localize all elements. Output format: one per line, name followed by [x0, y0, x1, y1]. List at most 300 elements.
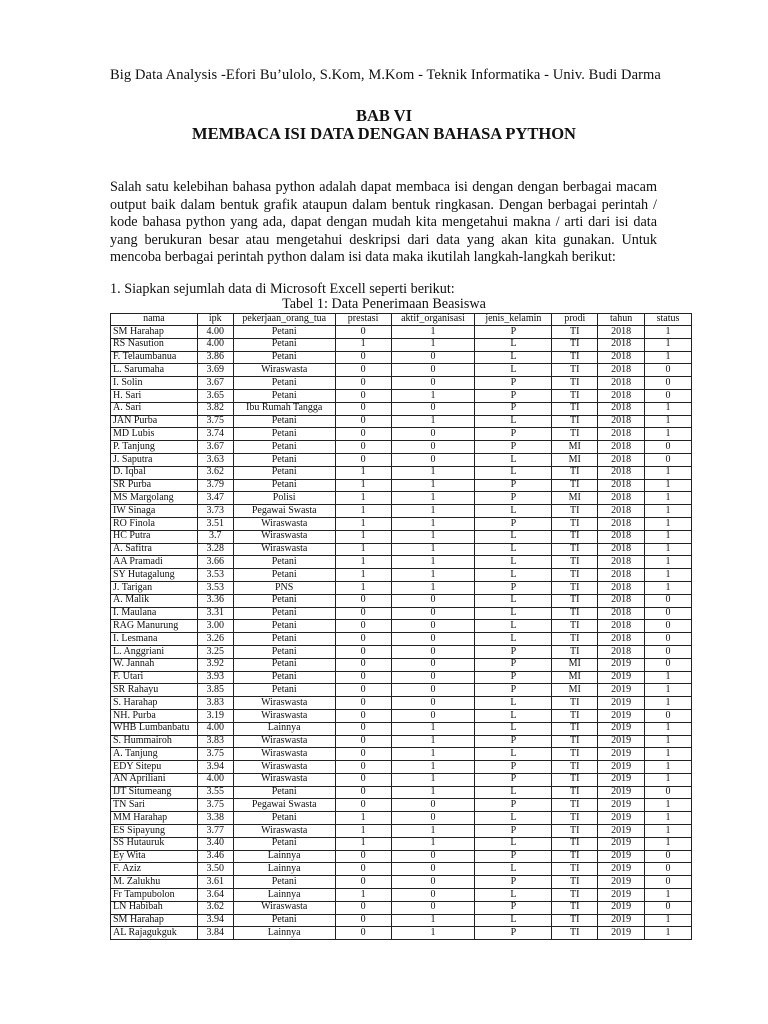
cell-prestasi: 1	[335, 338, 391, 351]
cell-ipk: 3.86	[197, 351, 233, 364]
table-row	[111, 581, 692, 594]
cell-ipk: 4.00	[197, 722, 233, 735]
cell-ipk: 3.62	[197, 466, 233, 479]
cell-pekerjaan-orang-tua: Petani	[233, 415, 335, 428]
cell-jenis-kelamin: P	[475, 773, 552, 786]
cell-tahun: 2018	[598, 581, 645, 594]
cell-tahun: 2018	[598, 505, 645, 518]
cell-nama: MS Margolang	[111, 492, 198, 505]
table-row	[111, 389, 692, 402]
cell-nama: F. Aziz	[111, 863, 198, 876]
cell-prodi: TI	[552, 620, 598, 633]
cell-aktif-organisasi: 1	[391, 556, 475, 569]
cell-ipk: 3.83	[197, 735, 233, 748]
cell-prodi: TI	[552, 812, 598, 825]
cell-pekerjaan-orang-tua: Petani	[233, 607, 335, 620]
cell-aktif-organisasi: 0	[391, 658, 475, 671]
cell-status: 0	[645, 453, 692, 466]
cell-status: 0	[645, 620, 692, 633]
cell-prodi: TI	[552, 569, 598, 582]
cell-aktif-organisasi: 0	[391, 863, 475, 876]
cell-prestasi: 0	[335, 607, 391, 620]
cell-tahun: 2019	[598, 799, 645, 812]
cell-tahun: 2019	[598, 684, 645, 697]
cell-prodi: TI	[552, 799, 598, 812]
cell-tahun: 2019	[598, 697, 645, 710]
cell-status: 1	[645, 889, 692, 902]
cell-nama: F. Utari	[111, 671, 198, 684]
cell-status: 1	[645, 338, 692, 351]
cell-aktif-organisasi: 1	[391, 914, 475, 927]
cell-ipk: 3.63	[197, 453, 233, 466]
cell-status: 1	[645, 415, 692, 428]
cell-tahun: 2019	[598, 709, 645, 722]
cell-nama: RS Nasution	[111, 338, 198, 351]
cell-jenis-kelamin: P	[475, 389, 552, 402]
column-header-tahun: tahun	[598, 314, 645, 326]
cell-prodi: TI	[552, 415, 598, 428]
cell-pekerjaan-orang-tua: Lainnya	[233, 850, 335, 863]
cell-jenis-kelamin: P	[475, 402, 552, 415]
cell-jenis-kelamin: P	[475, 825, 552, 838]
table-body	[111, 326, 692, 940]
cell-prestasi: 0	[335, 453, 391, 466]
cell-nama: L. Anggriani	[111, 645, 198, 658]
cell-aktif-organisasi: 0	[391, 620, 475, 633]
cell-nama: SM Harahap	[111, 914, 198, 927]
cell-prodi: TI	[552, 863, 598, 876]
cell-ipk: 3.51	[197, 517, 233, 530]
cell-jenis-kelamin: L	[475, 569, 552, 582]
cell-aktif-organisasi: 1	[391, 786, 475, 799]
table-row	[111, 773, 692, 786]
cell-status: 0	[645, 633, 692, 646]
cell-prestasi: 0	[335, 377, 391, 390]
cell-prestasi: 1	[335, 466, 391, 479]
cell-jenis-kelamin: L	[475, 364, 552, 377]
cell-aktif-organisasi: 1	[391, 748, 475, 761]
cell-status: 1	[645, 581, 692, 594]
cell-ipk: 3.75	[197, 799, 233, 812]
cell-aktif-organisasi: 1	[391, 492, 475, 505]
cell-pekerjaan-orang-tua: Lainnya	[233, 927, 335, 940]
cell-prodi: TI	[552, 326, 598, 339]
cell-prestasi: 0	[335, 326, 391, 339]
cell-tahun: 2019	[598, 863, 645, 876]
cell-tahun: 2018	[598, 543, 645, 556]
cell-pekerjaan-orang-tua: Petani	[233, 441, 335, 454]
cell-aktif-organisasi: 1	[391, 581, 475, 594]
table-row	[111, 901, 692, 914]
cell-nama: SY Hutagalung	[111, 569, 198, 582]
cell-status: 1	[645, 773, 692, 786]
cell-pekerjaan-orang-tua: Lainnya	[233, 722, 335, 735]
cell-ipk: 3.53	[197, 569, 233, 582]
cell-prodi: TI	[552, 479, 598, 492]
cell-pekerjaan-orang-tua: Petani	[233, 556, 335, 569]
cell-prestasi: 1	[335, 517, 391, 530]
cell-nama: ES Sipayung	[111, 825, 198, 838]
cell-aktif-organisasi: 0	[391, 799, 475, 812]
cell-ipk: 3.74	[197, 428, 233, 441]
cell-prestasi: 0	[335, 351, 391, 364]
cell-jenis-kelamin: P	[475, 377, 552, 390]
cell-status: 1	[645, 569, 692, 582]
table-row	[111, 914, 692, 927]
cell-nama: SS Hutauruk	[111, 837, 198, 850]
cell-ipk: 3.67	[197, 441, 233, 454]
cell-aktif-organisasi: 1	[391, 415, 475, 428]
cell-pekerjaan-orang-tua: Petani	[233, 876, 335, 889]
cell-jenis-kelamin: P	[475, 326, 552, 339]
cell-tahun: 2018	[598, 556, 645, 569]
cell-prodi: TI	[552, 709, 598, 722]
cell-pekerjaan-orang-tua: Petani	[233, 837, 335, 850]
cell-prestasi: 1	[335, 530, 391, 543]
cell-prodi: TI	[552, 722, 598, 735]
cell-aktif-organisasi: 1	[391, 825, 475, 838]
table-row	[111, 658, 692, 671]
cell-status: 1	[645, 530, 692, 543]
cell-status: 1	[645, 479, 692, 492]
cell-aktif-organisasi: 0	[391, 901, 475, 914]
cell-nama: A. Safitra	[111, 543, 198, 556]
cell-status: 1	[645, 735, 692, 748]
cell-ipk: 3.75	[197, 748, 233, 761]
cell-prestasi: 1	[335, 837, 391, 850]
cell-ipk: 3.84	[197, 927, 233, 940]
cell-ipk: 3.77	[197, 825, 233, 838]
cell-jenis-kelamin: P	[475, 441, 552, 454]
column-header-pekerjaan-orang-tua: pekerjaan_orang_tua	[233, 314, 335, 326]
cell-pekerjaan-orang-tua: Lainnya	[233, 889, 335, 902]
cell-jenis-kelamin: L	[475, 786, 552, 799]
cell-ipk: 3.82	[197, 402, 233, 415]
table-row	[111, 415, 692, 428]
cell-nama: LN Habibah	[111, 901, 198, 914]
cell-prodi: TI	[552, 556, 598, 569]
cell-status: 1	[645, 402, 692, 415]
cell-ipk: 3.38	[197, 812, 233, 825]
cell-pekerjaan-orang-tua: Pegawai Swasta	[233, 799, 335, 812]
cell-jenis-kelamin: L	[475, 607, 552, 620]
cell-aktif-organisasi: 1	[391, 569, 475, 582]
cell-nama: L. Sarumaha	[111, 364, 198, 377]
cell-prestasi: 0	[335, 901, 391, 914]
cell-prestasi: 1	[335, 889, 391, 902]
table-row	[111, 505, 692, 518]
cell-prestasi: 0	[335, 748, 391, 761]
cell-status: 1	[645, 492, 692, 505]
cell-prodi: TI	[552, 633, 598, 646]
cell-pekerjaan-orang-tua: PNS	[233, 581, 335, 594]
cell-aktif-organisasi: 0	[391, 428, 475, 441]
table-row	[111, 402, 692, 415]
table-row	[111, 377, 692, 390]
cell-tahun: 2018	[598, 377, 645, 390]
cell-nama: I. Maulana	[111, 607, 198, 620]
cell-ipk: 3.53	[197, 581, 233, 594]
cell-prodi: TI	[552, 377, 598, 390]
cell-ipk: 3.85	[197, 684, 233, 697]
cell-prestasi: 0	[335, 914, 391, 927]
cell-jenis-kelamin: L	[475, 709, 552, 722]
cell-pekerjaan-orang-tua: Petani	[233, 569, 335, 582]
cell-aktif-organisasi: 1	[391, 517, 475, 530]
cell-prodi: TI	[552, 786, 598, 799]
cell-pekerjaan-orang-tua: Petani	[233, 351, 335, 364]
cell-nama: J. Tarigan	[111, 581, 198, 594]
cell-jenis-kelamin: P	[475, 761, 552, 774]
cell-tahun: 2018	[598, 351, 645, 364]
cell-prestasi: 0	[335, 364, 391, 377]
cell-jenis-kelamin: L	[475, 556, 552, 569]
table-row	[111, 876, 692, 889]
cell-aktif-organisasi: 0	[391, 889, 475, 902]
cell-jenis-kelamin: L	[475, 415, 552, 428]
cell-jenis-kelamin: P	[475, 645, 552, 658]
table-row	[111, 594, 692, 607]
cell-prodi: TI	[552, 543, 598, 556]
cell-pekerjaan-orang-tua: Wiraswasta	[233, 364, 335, 377]
cell-jenis-kelamin: L	[475, 351, 552, 364]
cell-status: 0	[645, 850, 692, 863]
cell-prodi: TI	[552, 505, 598, 518]
cell-pekerjaan-orang-tua: Petani	[233, 620, 335, 633]
cell-aktif-organisasi: 1	[391, 927, 475, 940]
cell-prodi: MI	[552, 441, 598, 454]
cell-tahun: 2019	[598, 914, 645, 927]
table-row	[111, 620, 692, 633]
cell-ipk: 3.36	[197, 594, 233, 607]
cell-prestasi: 0	[335, 415, 391, 428]
cell-prestasi: 1	[335, 556, 391, 569]
table-row	[111, 556, 692, 569]
cell-aktif-organisasi: 1	[391, 326, 475, 339]
cell-nama: AA Pramadi	[111, 556, 198, 569]
cell-jenis-kelamin: L	[475, 530, 552, 543]
cell-aktif-organisasi: 1	[391, 761, 475, 774]
table-row	[111, 697, 692, 710]
column-header-prodi: prodi	[552, 314, 598, 326]
cell-nama: P. Tanjung	[111, 441, 198, 454]
cell-nama: D. Iqbal	[111, 466, 198, 479]
cell-prestasi: 0	[335, 645, 391, 658]
column-header-nama: nama	[111, 314, 198, 326]
cell-status: 1	[645, 761, 692, 774]
cell-prestasi: 0	[335, 594, 391, 607]
cell-prestasi: 0	[335, 684, 391, 697]
cell-prodi: TI	[552, 889, 598, 902]
cell-aktif-organisasi: 0	[391, 453, 475, 466]
cell-pekerjaan-orang-tua: Lainnya	[233, 863, 335, 876]
cell-nama: TN Sari	[111, 799, 198, 812]
cell-jenis-kelamin: P	[475, 876, 552, 889]
cell-pekerjaan-orang-tua: Petani	[233, 453, 335, 466]
cell-aktif-organisasi: 1	[391, 505, 475, 518]
cell-prodi: TI	[552, 850, 598, 863]
cell-pekerjaan-orang-tua: Petani	[233, 812, 335, 825]
cell-aktif-organisasi: 0	[391, 812, 475, 825]
cell-ipk: 4.00	[197, 326, 233, 339]
cell-status: 1	[645, 812, 692, 825]
step-1-text: 1. Siapkan sejumlah data di Microsoft Excell seperti berikut:	[110, 281, 455, 297]
cell-status: 0	[645, 863, 692, 876]
cell-pekerjaan-orang-tua: Petani	[233, 479, 335, 492]
cell-tahun: 2019	[598, 837, 645, 850]
cell-tahun: 2019	[598, 786, 645, 799]
cell-nama: A. Malik	[111, 594, 198, 607]
cell-nama: A. Sari	[111, 402, 198, 415]
table-row	[111, 479, 692, 492]
cell-ipk: 3.25	[197, 645, 233, 658]
cell-ipk: 3.55	[197, 786, 233, 799]
table-row	[111, 837, 692, 850]
table-row	[111, 645, 692, 658]
cell-tahun: 2018	[598, 364, 645, 377]
table-row	[111, 338, 692, 351]
cell-aktif-organisasi: 1	[391, 466, 475, 479]
cell-prestasi: 0	[335, 761, 391, 774]
cell-nama: F. Telaumbanua	[111, 351, 198, 364]
cell-tahun: 2018	[598, 402, 645, 415]
cell-jenis-kelamin: L	[475, 722, 552, 735]
cell-aktif-organisasi: 1	[391, 773, 475, 786]
table-row	[111, 735, 692, 748]
cell-nama: WHB Lumbanbatu	[111, 722, 198, 735]
cell-prodi: TI	[552, 530, 598, 543]
cell-prestasi: 0	[335, 671, 391, 684]
cell-aktif-organisasi: 0	[391, 402, 475, 415]
cell-aktif-organisasi: 1	[391, 543, 475, 556]
cell-pekerjaan-orang-tua: Wiraswasta	[233, 901, 335, 914]
cell-jenis-kelamin: P	[475, 517, 552, 530]
cell-nama: RAG Manurung	[111, 620, 198, 633]
cell-ipk: 3.69	[197, 364, 233, 377]
cell-prestasi: 1	[335, 543, 391, 556]
cell-jenis-kelamin: P	[475, 581, 552, 594]
cell-status: 0	[645, 786, 692, 799]
table-row	[111, 453, 692, 466]
cell-prestasi: 1	[335, 812, 391, 825]
cell-prodi: TI	[552, 748, 598, 761]
cell-prestasi: 0	[335, 402, 391, 415]
table-caption: Tabel 1: Data Penerimaan Beasiswa	[282, 296, 486, 312]
cell-tahun: 2019	[598, 812, 645, 825]
cell-prodi: TI	[552, 351, 598, 364]
table-row	[111, 428, 692, 441]
cell-status: 1	[645, 556, 692, 569]
cell-jenis-kelamin: L	[475, 505, 552, 518]
cell-prestasi: 0	[335, 876, 391, 889]
cell-prestasi: 0	[335, 620, 391, 633]
cell-nama: MD Lubis	[111, 428, 198, 441]
cell-jenis-kelamin: L	[475, 812, 552, 825]
cell-tahun: 2018	[598, 415, 645, 428]
cell-pekerjaan-orang-tua: Petani	[233, 671, 335, 684]
cell-pekerjaan-orang-tua: Polisi	[233, 492, 335, 505]
cell-pekerjaan-orang-tua: Petani	[233, 338, 335, 351]
cell-prestasi: 0	[335, 428, 391, 441]
cell-aktif-organisasi: 0	[391, 351, 475, 364]
cell-status: 0	[645, 658, 692, 671]
table-row	[111, 569, 692, 582]
cell-ipk: 3.19	[197, 709, 233, 722]
cell-nama: HC Putra	[111, 530, 198, 543]
cell-aktif-organisasi: 1	[391, 837, 475, 850]
cell-ipk: 4.00	[197, 338, 233, 351]
cell-nama: IJT Situmeang	[111, 786, 198, 799]
cell-pekerjaan-orang-tua: Petani	[233, 466, 335, 479]
cell-prestasi: 0	[335, 633, 391, 646]
cell-ipk: 3.46	[197, 850, 233, 863]
cell-jenis-kelamin: L	[475, 863, 552, 876]
cell-jenis-kelamin: L	[475, 914, 552, 927]
cell-pekerjaan-orang-tua: Petani	[233, 326, 335, 339]
chapter-title: MEMBACA ISI DATA DENGAN BAHASA PYTHON	[192, 124, 576, 143]
cell-jenis-kelamin: P	[475, 492, 552, 505]
cell-prodi: TI	[552, 901, 598, 914]
cell-prodi: TI	[552, 914, 598, 927]
cell-status: 1	[645, 825, 692, 838]
column-header-ipk: ipk	[197, 314, 233, 326]
cell-prodi: MI	[552, 453, 598, 466]
cell-prodi: TI	[552, 428, 598, 441]
cell-pekerjaan-orang-tua: Wiraswasta	[233, 773, 335, 786]
cell-tahun: 2019	[598, 761, 645, 774]
cell-nama: H. Sari	[111, 389, 198, 402]
table-row	[111, 722, 692, 735]
table-row	[111, 786, 692, 799]
cell-jenis-kelamin: P	[475, 658, 552, 671]
cell-aktif-organisasi: 1	[391, 389, 475, 402]
cell-prodi: TI	[552, 402, 598, 415]
table-header-row	[111, 314, 692, 326]
table-row	[111, 889, 692, 902]
cell-nama: J. Saputra	[111, 453, 198, 466]
table-row	[111, 441, 692, 454]
cell-tahun: 2018	[598, 326, 645, 339]
cell-prodi: TI	[552, 825, 598, 838]
cell-tahun: 2018	[598, 517, 645, 530]
cell-prestasi: 1	[335, 569, 391, 582]
cell-nama: AN Apriliani	[111, 773, 198, 786]
cell-ipk: 3.94	[197, 761, 233, 774]
cell-nama: I. Lesmana	[111, 633, 198, 646]
cell-jenis-kelamin: L	[475, 633, 552, 646]
cell-tahun: 2018	[598, 466, 645, 479]
cell-ipk: 3.62	[197, 901, 233, 914]
cell-ipk: 3.00	[197, 620, 233, 633]
cell-jenis-kelamin: L	[475, 748, 552, 761]
cell-aktif-organisasi: 0	[391, 633, 475, 646]
cell-tahun: 2018	[598, 492, 645, 505]
cell-ipk: 3.7	[197, 530, 233, 543]
cell-jenis-kelamin: L	[475, 889, 552, 902]
cell-pekerjaan-orang-tua: Wiraswasta	[233, 543, 335, 556]
cell-prestasi: 1	[335, 825, 391, 838]
cell-aktif-organisasi: 1	[391, 735, 475, 748]
cell-pekerjaan-orang-tua: Wiraswasta	[233, 697, 335, 710]
page-header: Big Data Analysis -Efori Bu’ulolo, S.Kom, M.Kom - Teknik Informatika - Univ. Budi Darma	[110, 67, 661, 83]
cell-nama: A. Tanjung	[111, 748, 198, 761]
cell-status: 1	[645, 351, 692, 364]
cell-nama: AL Rajagukguk	[111, 927, 198, 940]
cell-status: 1	[645, 543, 692, 556]
cell-tahun: 2018	[598, 479, 645, 492]
table-row	[111, 543, 692, 556]
cell-aktif-organisasi: 0	[391, 697, 475, 710]
